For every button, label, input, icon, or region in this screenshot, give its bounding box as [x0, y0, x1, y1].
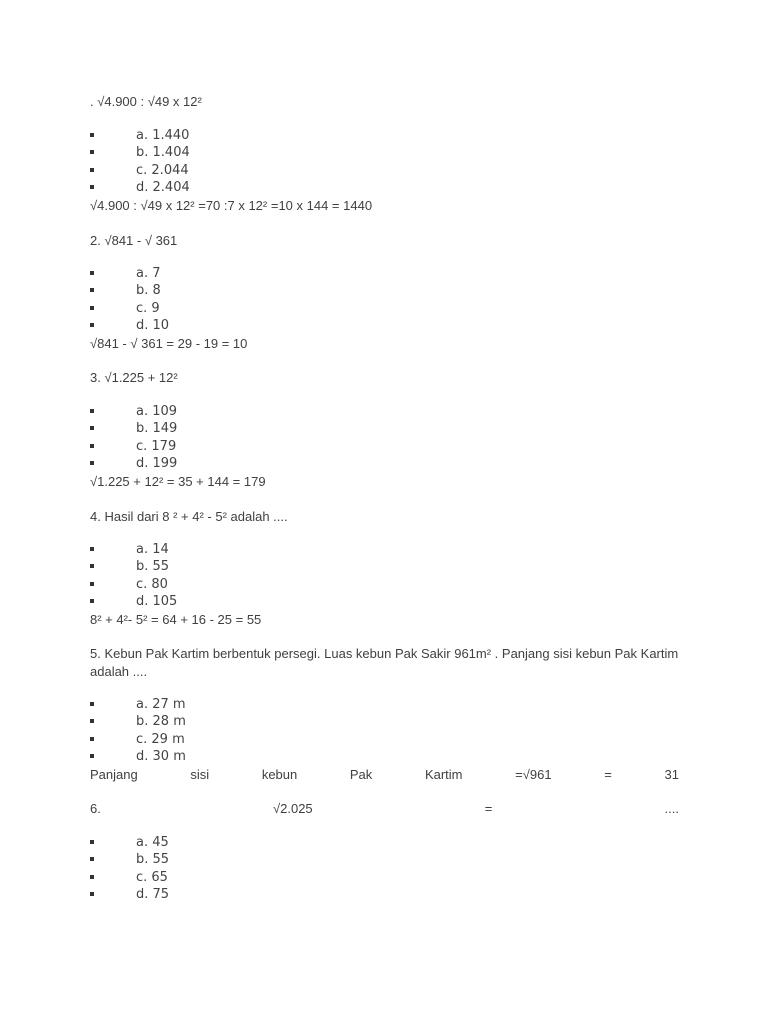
answer-5 — [90, 766, 679, 783]
question-6-word: 6. — [90, 801, 101, 816]
bullet-icon — [90, 168, 94, 172]
bullet-icon — [90, 426, 94, 430]
answer-2: √841 - √ 361 = 29 - 19 = 10 — [90, 336, 248, 351]
bullet-icon — [90, 564, 94, 568]
bullet-icon — [90, 599, 94, 603]
answer-5-word: Panjang — [90, 767, 138, 782]
question-2: 2. √841 - √ 361 — [90, 233, 178, 248]
answer-5-word: sisi — [190, 767, 210, 782]
answer-5-word: = — [604, 767, 612, 782]
bullet-icon — [90, 133, 94, 137]
bullet-icon — [90, 840, 94, 844]
question-6-word: = — [484, 801, 493, 816]
bullet-icon — [90, 288, 94, 292]
bullet-icon — [90, 444, 94, 448]
question-6 — [90, 800, 679, 817]
bullet-icon — [90, 582, 94, 586]
question-6-word: √2.025 — [272, 801, 313, 816]
bullet-icon — [90, 323, 94, 327]
bullet-icon — [90, 737, 94, 741]
bullet-icon — [90, 702, 94, 706]
bullet-icon — [90, 547, 94, 551]
bullet-icon — [90, 185, 94, 189]
bullet-icon — [90, 875, 94, 879]
question-6-word: .... — [664, 801, 679, 816]
bullet-icon — [90, 150, 94, 154]
answer-5-word: =√961 — [515, 767, 552, 782]
answer-5-word: Kartim — [424, 767, 463, 782]
question-3: 3. √1.225 + 12² — [90, 370, 178, 385]
question-4: 4. Hasil dari 8 ² + 4² - 5² adalah .... — [90, 509, 288, 524]
bullet-icon — [90, 271, 94, 275]
bullet-icon — [90, 306, 94, 310]
question-1: . √4.900 : √49 x 12² — [90, 94, 202, 109]
answer-4: 8² + 4²- 5² = 64 + 16 - 25 = 55 — [90, 612, 262, 627]
bullet-icon — [90, 719, 94, 723]
answer-1: √4.900 : √49 x 12² =70 :7 x 12² =10 x 144 = 1440 — [90, 198, 373, 213]
answer-5-word: kebun — [261, 767, 298, 782]
bullet-icon — [90, 461, 94, 465]
answer-5-word: Pak — [349, 767, 373, 782]
answer-3: √1.225 + 12² = 35 + 144 = 179 — [90, 474, 266, 489]
bullet-icon — [90, 754, 94, 758]
question-5: 5. Kebun Pak Kartim berbentuk persegi. Luas kebun Pak Sakir 961m² . Panjang sisi kebun Pak Kartim adalah .... — [90, 646, 679, 679]
answer-5-word: 31 — [664, 767, 679, 782]
bullet-icon — [90, 409, 94, 413]
bullet-icon — [90, 857, 94, 861]
bullet-icon — [90, 892, 94, 896]
